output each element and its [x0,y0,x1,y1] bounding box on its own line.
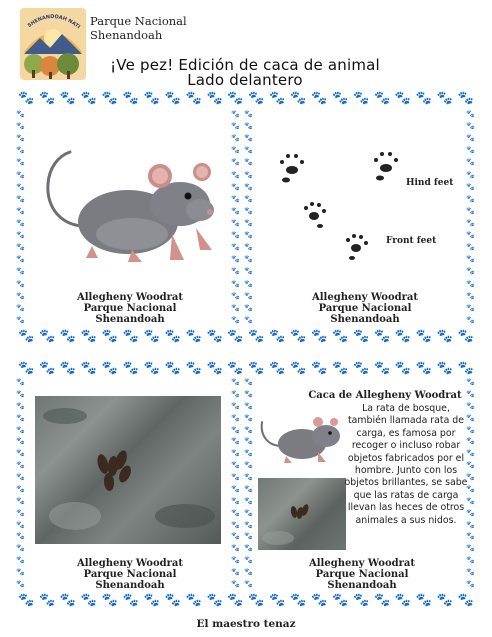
paw-print-icon: 🐾 [122,329,139,344]
paw-print-icon: 🐾 [16,568,25,576]
paw-print-icon: 🐾 [353,329,370,344]
paw-print-icon: 🐾 [290,593,307,608]
paw-print-icon: 🐾 [16,401,25,410]
paw-print-icon: 🐾 [466,255,475,264]
paw-print-icon: 🐾 [16,291,25,300]
paw-print-icon: 🐾 [244,449,253,458]
paw-print-icon: 🐾 [466,484,475,493]
paw-print-icon: 🐾 [16,267,25,276]
paw-print-icon: 🐾 [269,593,286,608]
front-feet-label: Front feet [386,236,437,246]
paw-print-icon: 🐾 [332,329,349,344]
paw-print-icon: 🐾 [59,593,77,608]
paw-print-icon: 🐾 [244,146,253,155]
paw-print-icon: 🐾 [244,291,253,300]
paw-print-icon: 🐾 [466,378,475,386]
paw-print-icon: 🐾 [16,473,25,481]
paw-print-icon: 🐾 [16,182,25,191]
paw-print-icon: 🐾 [290,329,307,344]
paw-print-icon: 🐾 [436,329,453,344]
paw-print-icon: 🐾 [122,91,139,106]
paw-print-icon: 🐾 [206,329,223,344]
paw-print-icon: 🐾 [244,437,253,446]
card-caption-top-right [275,292,455,325]
page-title [110,58,380,88]
paw-print-icon: 🐾 [248,593,265,608]
paw-print-icon: 🐾 [311,329,328,344]
paw-print-icon: 🐾 [436,593,453,608]
paw-print-icon: 🐾 [244,170,253,179]
track-print [280,154,304,183]
paw-print-icon: 🐾 [466,425,475,434]
paw-print-icon: 🐾 [244,122,253,131]
paw-print-icon: 🐾 [466,544,475,553]
card-caption-bottom-right [272,558,452,591]
paw-print-icon: 🐾 [290,91,307,106]
paw-print-icon: 🐾 [16,520,25,529]
paw-print-icon: 🐾 [244,110,253,118]
paw-print-icon: 🐾 [18,593,35,608]
paw-print-icon: 🐾 [231,267,240,276]
paw-print-icon: 🐾 [269,329,286,344]
paw-print-icon: 🐾 [244,532,253,541]
paw-print-icon: 🐾 [466,267,475,276]
paw-print-icon: 🐾 [466,231,475,240]
paw-print-icon: 🐾 [231,243,240,252]
paw-print-icon: 🐾 [466,194,475,203]
paw-print-icon: 🐾 [231,303,240,312]
paw-print-icon: 🐾 [231,146,240,155]
paw-print-icon: 🐾 [38,91,56,106]
paw-print-icon: 🐾 [244,315,253,324]
paw-border-column [231,378,240,588]
paw-print-icon: 🐾 [244,267,253,276]
paw-print-icon: 🐾 [206,91,223,106]
paw-print-icon: 🐾 [457,329,474,344]
paw-border-column [16,378,25,588]
paw-print-icon: 🐾 [185,91,202,106]
paw-print-icon: 🐾 [231,568,240,576]
paw-print-icon: 🐾 [231,194,240,203]
paw-print-icon: 🐾 [244,243,253,252]
paw-print-icon: 🐾 [415,593,432,608]
paw-print-icon: 🐾 [59,91,77,106]
paw-border-row [18,362,474,375]
paw-border-column [244,110,253,324]
paw-print-icon: 🐾 [231,170,240,179]
paw-print-icon: 🐾 [16,194,25,203]
paw-print-icon: 🐾 [231,389,240,398]
info-body: La rata de bosque, también llamada rata de carga, es famosa por recoger o incluso robar objetos fabricados por el hombre. Junto con los objetos brillantes, se sabe que las ratas de carga llevan las heces de otros animales a sus nidos. [344,403,468,526]
paw-print-icon: 🐾 [38,329,56,344]
paw-print-icon: 🐾 [436,91,453,106]
paw-print-icon: 🐾 [80,329,97,344]
paw-print-icon: 🐾 [16,134,25,143]
paw-print-icon: 🐾 [244,389,253,398]
paw-print-icon: 🐾 [244,568,253,576]
paw-print-icon: 🐾 [231,158,240,167]
paw-print-icon: 🐾 [466,218,475,227]
paw-print-icon: 🐾 [466,291,475,300]
paw-print-icon: 🐾 [16,206,25,215]
paw-print-icon: 🐾 [466,315,475,324]
paw-print-icon: 🐾 [244,231,253,240]
paw-print-icon: 🐾 [231,255,240,264]
paw-print-icon: 🐾 [18,329,35,344]
paw-print-icon: 🐾 [231,279,240,288]
paw-print-icon: 🐾 [185,361,202,376]
paw-print-icon: 🐾 [244,194,253,203]
paw-print-icon: 🐾 [244,496,253,505]
paw-print-icon: 🐾 [206,361,223,376]
paw-print-icon: 🐾 [231,484,240,493]
paw-print-icon: 🐾 [244,544,253,553]
paw-print-icon: 🐾 [16,303,25,312]
paw-print-icon: 🐾 [231,461,240,470]
caption-line: Allegheny Woodrat [76,558,184,569]
page-title-line1: ¡Ve pez! Edición de caca de animal [110,56,380,74]
paw-print-icon: 🐾 [244,279,253,288]
paw-print-icon: 🐾 [16,110,25,118]
paw-print-icon: 🐾 [231,218,240,227]
paw-print-icon: 🐾 [466,243,475,252]
paw-print-icon: 🐾 [206,593,223,608]
paw-print-icon: 🐾 [16,449,25,458]
paw-print-icon: 🐾 [244,401,253,410]
paw-print-icon: 🐾 [231,378,240,386]
paw-print-icon: 🐾 [244,461,253,470]
info-title: Caca de Allegheny Woodrat [308,390,462,401]
hind-feet-label: Hind feet [406,178,454,188]
paw-print-icon: 🐾 [244,473,253,481]
paw-print-icon: 🐾 [244,425,253,434]
paw-print-icon: 🐾 [244,255,253,264]
paw-print-icon: 🐾 [16,579,25,588]
paw-print-icon: 🐾 [457,91,474,106]
paw-print-icon: 🐾 [16,544,25,553]
paw-print-icon: 🐾 [311,91,328,106]
paw-print-icon: 🐾 [353,593,370,608]
track-print [374,152,398,181]
paw-border-column [231,110,240,324]
paw-print-icon: 🐾 [244,378,253,386]
scat-photo-small [258,478,346,550]
paw-print-icon: 🐾 [59,329,77,344]
paw-print-icon: 🐾 [373,329,391,344]
paw-print-icon: 🐾 [231,508,240,517]
paw-print-icon: 🐾 [466,413,475,422]
paw-print-icon: 🐾 [466,579,475,588]
paw-print-icon: 🐾 [466,473,475,481]
paw-print-icon: 🐾 [16,437,25,446]
paw-print-icon: 🐾 [466,532,475,541]
woodrat-illustration [32,148,224,268]
paw-print-icon: 🐾 [394,361,412,376]
footer-credit: El maestro tenaz [196,618,296,630]
paw-print-icon: 🐾 [38,593,56,608]
paw-print-icon: 🐾 [16,484,25,493]
paw-print-icon: 🐾 [394,593,412,608]
park-logo [20,8,86,80]
caption-line: Shenandoah [327,580,397,591]
paw-print-icon: 🐾 [466,170,475,179]
paw-print-icon: 🐾 [16,279,25,288]
paw-print-icon: 🐾 [231,520,240,529]
paw-print-icon: 🐾 [227,593,244,608]
paw-print-icon: 🐾 [231,231,240,240]
caption-line: Allegheny Woodrat [311,292,419,303]
paw-print-icon: 🐾 [231,413,240,422]
paw-print-icon: 🐾 [373,91,391,106]
paw-print-icon: 🐾 [231,473,240,481]
paw-print-icon: 🐾 [185,329,202,344]
paw-print-icon: 🐾 [466,279,475,288]
page-title-line2: Lado delantero [187,71,303,89]
paw-print-icon: 🐾 [466,556,475,565]
paw-border-row [18,594,474,607]
paw-print-icon: 🐾 [466,461,475,470]
paw-print-icon: 🐾 [244,484,253,493]
paw-print-icon: 🐾 [231,449,240,458]
paw-print-icon: 🐾 [16,122,25,131]
paw-print-icon: 🐾 [353,91,370,106]
paw-print-icon: 🐾 [101,91,118,106]
paw-print-icon: 🐾 [231,291,240,300]
paw-print-icon: 🐾 [466,508,475,517]
paw-print-icon: 🐾 [394,91,412,106]
logo-text: SHENANDOAH NATI [26,13,82,31]
paw-print-icon: 🐾 [231,206,240,215]
paw-print-icon: 🐾 [244,413,253,422]
paw-print-icon: 🐾 [16,508,25,517]
paw-print-icon: 🐾 [16,255,25,264]
paw-print-icon: 🐾 [164,91,181,106]
park-name-line2: Shenandoah [90,28,163,42]
paw-print-icon: 🐾 [436,361,453,376]
paw-print-icon: 🐾 [16,461,25,470]
park-name [90,14,187,42]
paw-print-icon: 🐾 [16,389,25,398]
paw-print-icon: 🐾 [122,593,139,608]
paw-print-icon: 🐾 [16,496,25,505]
paw-print-icon: 🐾 [231,437,240,446]
paw-print-icon: 🐾 [231,425,240,434]
paw-print-icon: 🐾 [231,110,240,118]
track-print [304,202,326,228]
paw-print-icon: 🐾 [231,544,240,553]
paw-print-icon: 🐾 [466,568,475,576]
paw-print-icon: 🐾 [101,329,118,344]
paw-print-icon: 🐾 [466,158,475,167]
paw-print-icon: 🐾 [353,361,370,376]
paw-print-icon: 🐾 [466,401,475,410]
card-caption-bottom-left [40,558,220,591]
paw-print-icon: 🐾 [311,593,328,608]
paw-print-icon: 🐾 [16,170,25,179]
paw-print-icon: 🐾 [231,315,240,324]
paw-print-icon: 🐾 [227,91,244,106]
paw-print-icon: 🐾 [231,134,240,143]
paw-print-icon: 🐾 [244,579,253,588]
paw-border-row [18,330,474,343]
paw-print-icon: 🐾 [290,361,307,376]
paw-print-icon: 🐾 [244,303,253,312]
paw-print-icon: 🐾 [16,425,25,434]
paw-print-icon: 🐾 [466,134,475,143]
paw-print-icon: 🐾 [143,329,160,344]
paw-print-icon: 🐾 [16,243,25,252]
paw-border-column [16,110,25,324]
paw-print-icon: 🐾 [466,389,475,398]
caption-line: Allegheny Woodrat [76,292,184,303]
scat-photo [35,396,221,544]
paw-print-icon: 🐾 [466,449,475,458]
paw-print-icon: 🐾 [164,361,181,376]
paw-print-icon: 🐾 [16,556,25,565]
paw-print-icon: 🐾 [244,134,253,143]
paw-print-icon: 🐾 [80,361,97,376]
paw-print-icon: 🐾 [466,182,475,191]
paw-print-icon: 🐾 [231,401,240,410]
paw-print-icon: 🐾 [16,218,25,227]
paw-print-icon: 🐾 [248,329,265,344]
paw-print-icon: 🐾 [332,361,349,376]
paw-print-icon: 🐾 [466,496,475,505]
paw-print-icon: 🐾 [16,532,25,541]
caption-line: Parque Nacional [83,303,177,314]
paw-print-icon: 🐾 [16,158,25,167]
caption-line: Shenandoah [95,314,165,325]
paw-print-icon: 🐾 [332,91,349,106]
paw-border-column [244,378,253,588]
paw-print-icon: 🐾 [466,110,475,118]
paw-print-icon: 🐾 [143,361,160,376]
paw-print-icon: 🐾 [466,437,475,446]
paw-print-icon: 🐾 [164,329,181,344]
paw-print-icon: 🐾 [415,361,432,376]
paw-print-icon: 🐾 [18,361,35,376]
park-name-line1: Parque Nacional [90,14,187,28]
paw-print-icon: 🐾 [311,361,328,376]
paw-print-icon: 🐾 [269,91,286,106]
paw-print-icon: 🐾 [244,158,253,167]
paw-print-icon: 🐾 [143,91,160,106]
paw-print-icon: 🐾 [373,593,391,608]
paw-print-icon: 🐾 [143,593,160,608]
woodrat-small-illustration [256,406,346,466]
paw-print-icon: 🐾 [16,146,25,155]
paw-print-icon: 🐾 [16,378,25,386]
paw-print-icon: 🐾 [18,91,35,106]
paw-print-icon: 🐾 [227,361,244,376]
paw-print-icon: 🐾 [231,496,240,505]
paw-print-icon: 🐾 [244,206,253,215]
paw-print-icon: 🐾 [248,91,265,106]
caption-line: Parque Nacional [83,569,177,580]
paw-print-icon: 🐾 [244,520,253,529]
paw-print-icon: 🐾 [16,413,25,422]
paw-border-row [18,92,474,105]
paw-print-icon: 🐾 [373,361,391,376]
paw-print-icon: 🐾 [244,182,253,191]
paw-print-icon: 🐾 [101,361,118,376]
paw-print-icon: 🐾 [59,361,77,376]
paw-print-icon: 🐾 [466,206,475,215]
paw-print-icon: 🐾 [332,593,349,608]
paw-print-icon: 🐾 [231,182,240,191]
paw-print-icon: 🐾 [231,579,240,588]
paw-print-icon: 🐾 [38,361,56,376]
caption-line: Parque Nacional [318,303,412,314]
paw-print-icon: 🐾 [457,593,474,608]
caption-line: Shenandoah [95,580,165,591]
paw-print-icon: 🐾 [16,315,25,324]
paw-border-column [466,110,475,324]
paw-print-icon: 🐾 [415,329,432,344]
paw-print-icon: 🐾 [466,303,475,312]
caption-line: Allegheny Woodrat [308,558,416,569]
paw-print-icon: 🐾 [16,231,25,240]
track-print [346,234,368,260]
caption-line: Shenandoah [330,314,400,325]
paw-print-icon: 🐾 [231,556,240,565]
paw-print-icon: 🐾 [101,593,118,608]
paw-print-icon: 🐾 [164,593,181,608]
paw-print-icon: 🐾 [248,361,265,376]
paw-print-icon: 🐾 [244,556,253,565]
paw-print-icon: 🐾 [80,593,97,608]
paw-print-icon: 🐾 [122,361,139,376]
paw-print-icon: 🐾 [80,91,97,106]
paw-print-icon: 🐾 [466,146,475,155]
paw-print-icon: 🐾 [231,122,240,131]
paw-print-icon: 🐾 [394,329,412,344]
paw-print-icon: 🐾 [457,361,474,376]
woodrat-tracks [268,140,458,270]
paw-print-icon: 🐾 [244,508,253,517]
paw-print-icon: 🐾 [415,91,432,106]
paw-print-icon: 🐾 [466,520,475,529]
paw-print-icon: 🐾 [466,122,475,131]
paw-print-icon: 🐾 [231,532,240,541]
caption-line: Parque Nacional [315,569,409,580]
card-caption-top-left [40,292,220,325]
paw-print-icon: 🐾 [185,593,202,608]
paw-print-icon: 🐾 [244,218,253,227]
paw-print-icon: 🐾 [227,329,244,344]
paw-print-icon: 🐾 [269,361,286,376]
